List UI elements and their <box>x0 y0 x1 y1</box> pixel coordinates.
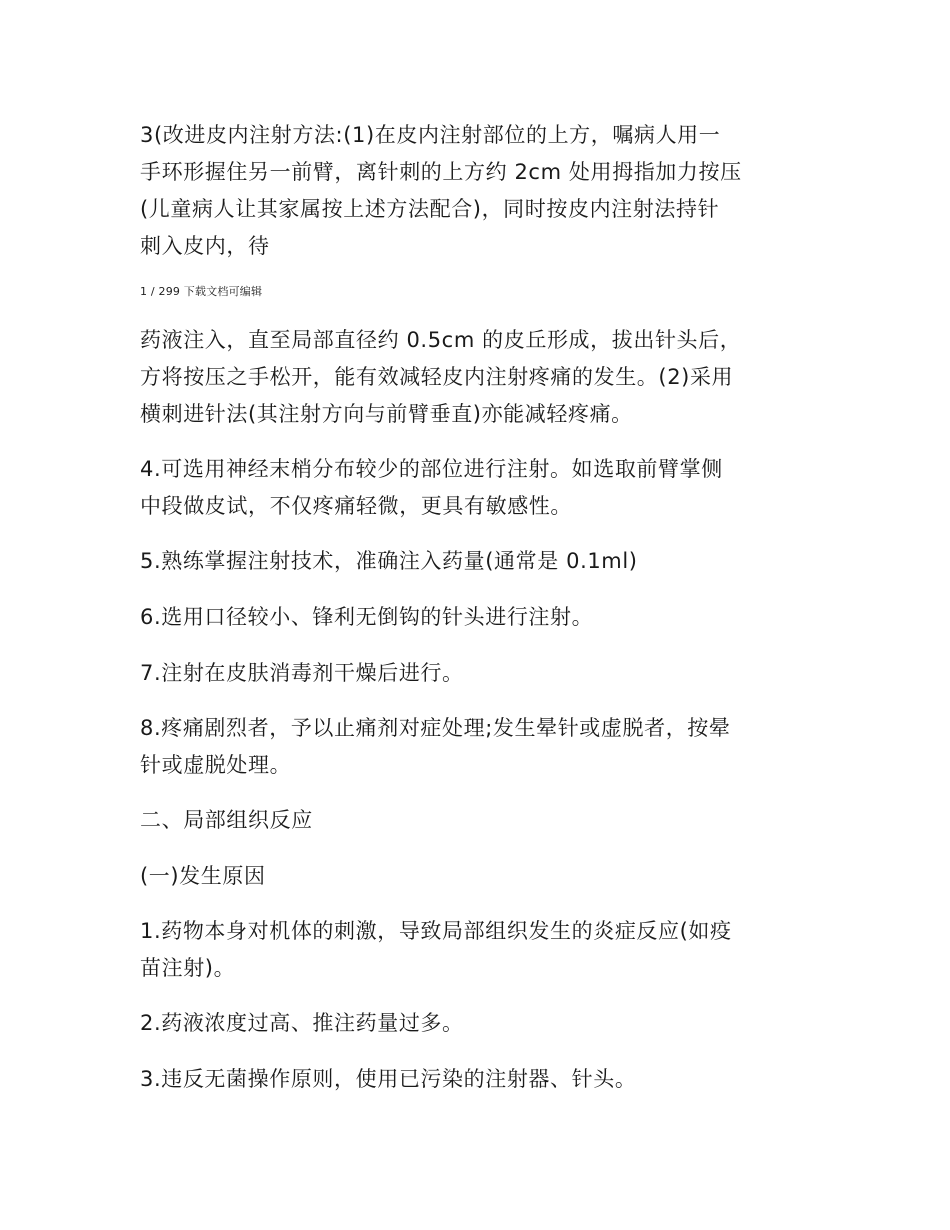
paragraph-item-6: 6.选用口径较小、锋利无倒钩的针头进行注射。 <box>140 605 594 629</box>
section-heading-local-reaction: 二、局部组织反应 <box>140 808 313 832</box>
paragraph-cause-2: 2.药液浓度过高、推注药量过多。 <box>140 1011 464 1035</box>
paragraph-item-5: 5.熟练掌握注射技术，准确注入药量(通常是 0.1ml) <box>140 549 638 573</box>
subsection-heading-causes: (一)发生原因 <box>140 864 266 888</box>
page-footer: 1 / 299 下载文档可编辑 <box>140 285 263 298</box>
paragraph-item-7: 7.注射在皮肤消毒剂干燥后进行。 <box>140 661 464 685</box>
paragraph-cause-3: 3.违反无菌操作原则，使用已污染的注射器、针头。 <box>140 1067 637 1091</box>
paragraph-improved-method: 3(改进皮内注射方法:(1)在皮内注射部位的上方，嘱病人用一 手环形握住另一前臂，离针刺的上方约 2cm 处用拇指加力按压 (儿童病人让其家属按上述方法配合)，同时按皮内注射法持针 刺入皮内，待 <box>140 123 742 258</box>
paragraph-item-8: 8.疼痛剧烈者，予以止痛剂对症处理;发生晕针或虚脱者，按晕 针或虚脱处理。 <box>140 716 731 777</box>
paragraph-continuation: 药液注入，直至局部直径约 0.5cm 的皮丘形成，拔出针头后， 方将按压之手松开，能有效减轻皮内注射疼痛的发生。(2)采用 横刺进针法(其注射方向与前臂垂直)亦能减轻疼痛。 <box>140 328 742 426</box>
paragraph-cause-1: 1.药物本身对机体的刺激，导致局部组织发生的炎症反应(如疫 苗注射)。 <box>140 919 732 980</box>
paragraph-item-4: 4.可选用神经末梢分布较少的部位进行注射。如选取前臂掌侧 中段做皮试，不仅疼痛轻微，更具有敏感性。 <box>140 457 723 518</box>
